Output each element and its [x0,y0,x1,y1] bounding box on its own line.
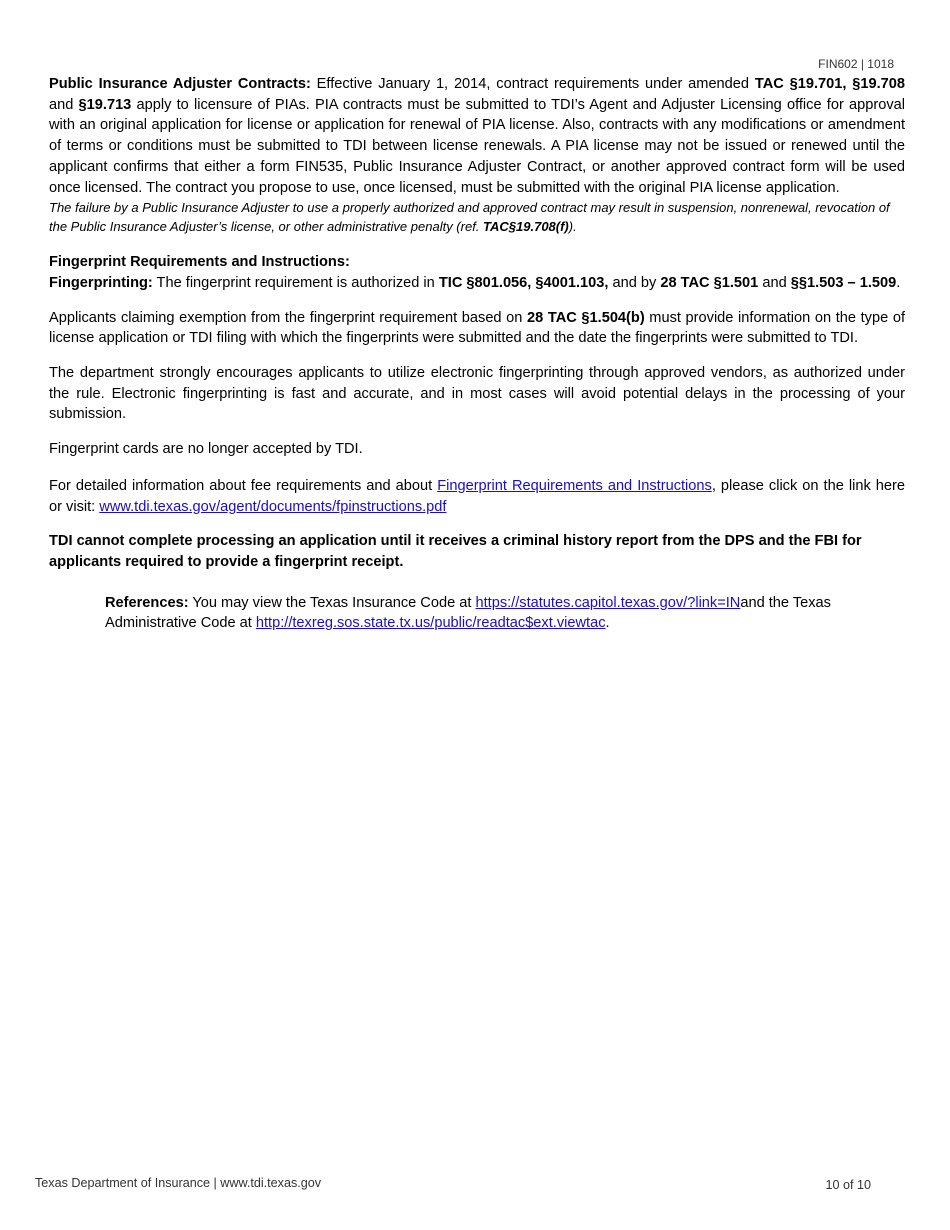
fee-details-paragraph: For detailed information about fee requirements and about Fingerprint Requirements and Instructions, please click on the link here or visit: www.tdi.texas.gov/agent/documents/fpinstructions.pdf [49,477,905,515]
references-paragraph: References: You may view the Texas Insurance Code at https://statutes.capitol.texas.gov/?link=INand the Texas Administrative Code at http://texreg.sos.state.tx.us/public/readtac$ext.viewtac. [105,594,831,632]
electronic-fingerprinting-paragraph: The department strongly encourages applicants to utilize electronic fingerprinting through approved vendors, as authorized under the rule. Electronic fingerprinting is fast and accurate, and in most cases will avoid potential delays in the processing of your submission. [49,365,905,423]
fingerprint-instructions-link[interactable]: Fingerprint Requirements and Instructions [437,477,712,494]
document-body [49,74,905,634]
fingerprinting-paragraph: Fingerprinting: The fingerprint requirement is authorized in TIC §801.056, §4001.103, and by 28 TAC §1.501 and §§1.503 – 1.509. [49,274,901,291]
fingerprint-cards-note: Fingerprint cards are no longer accepted by TDI. [49,441,363,458]
insurance-code-link[interactable]: https://statutes.capitol.texas.gov/?link=IN [475,594,741,611]
pia-contracts-label: Public Insurance Adjuster Contracts: [49,76,311,92]
fpinstructions-url-link[interactable]: www.tdi.texas.gov/agent/documents/fpinstructions.pdf [99,498,447,515]
administrative-code-link[interactable]: http://texreg.sos.state.tx.us/public/readtac$ext.viewtac [255,615,606,632]
form-id: FIN602 | 1018 [818,57,894,71]
fingerprint-heading: Fingerprint Requirements and Instructions: [49,254,350,271]
page-number: 10 of 10 [825,1178,871,1192]
exemption-paragraph: Applicants claiming exemption from the fingerprint requirement based on 28 TAC §1.504(b) must provide information on the type of license application or TDI filing with which the fingerprints were submitted and the date the fingerprints were submitted to TDI. [49,309,905,347]
pia-penalty-note: The failure by a Public Insurance Adjuster to use a properly authorized and approved contract may result in suspension, nonrenewal, revocation of the Public Insurance Adjuster’s license, or other administrative penalty (ref. TAC§19.708(f)). [49,200,890,235]
pia-contracts-paragraph: Public Insurance Adjuster Contracts: Effective January 1, 2014, contract requirements under amended TAC §19.701, §19.708 and §19.713 apply to licensure of PIAs. PIA contracts must be submitted to TDI’s Agent and Adjuster Licensing office for approval with an original application for license or application for renewal of PIA license. Also, contracts with any modifications or amendment of terms or conditions must be submitted to TDI between license renewals. A PIA license may not be issued or renewed until the applicant confirms that either a form FIN535, Public Insurance Adjuster Contract, or another approved contract form will be used once licensed. The contract you propose to use, once licensed, must be submitted with the original PIA license application. [49,76,905,196]
footer-agency: Texas Department of Insurance | www.tdi.texas.gov [35,1176,322,1190]
criminal-history-warning: TDI cannot complete processing an application until it receives a criminal history report from the DPS and the FBI for applicants required to provide a fingerprint receipt. [49,533,862,570]
